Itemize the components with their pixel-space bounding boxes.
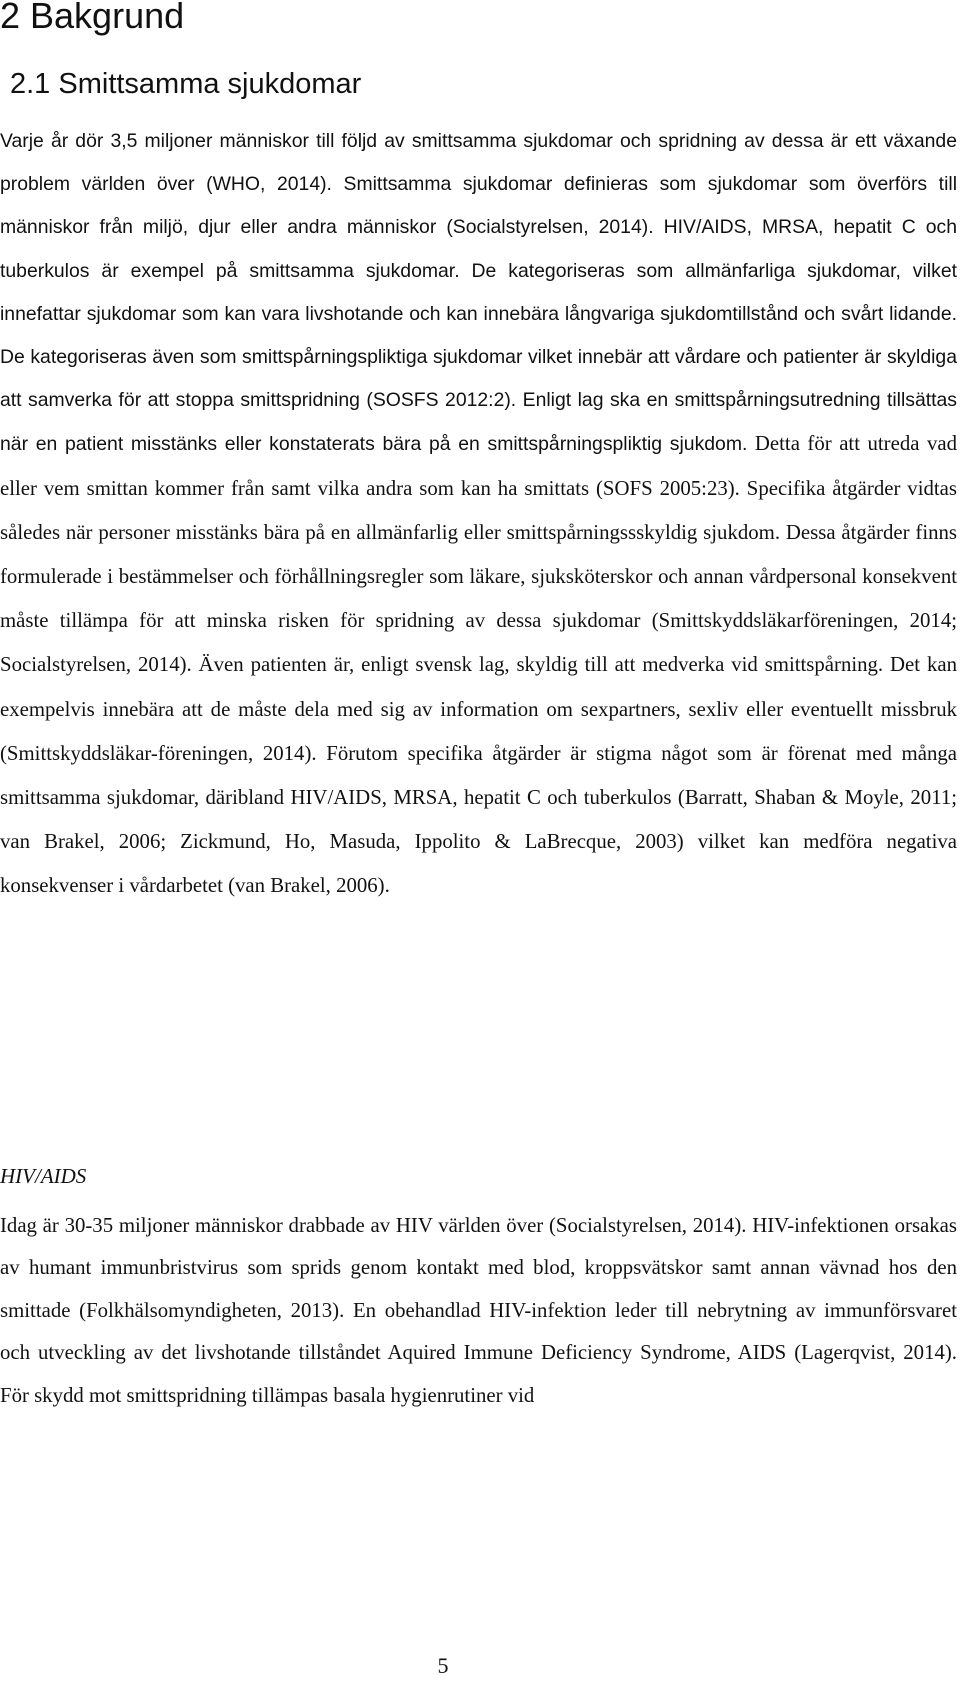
subheading-hiv-aids: HIV/AIDS	[0, 1164, 87, 1188]
page-number: 5	[437, 1653, 449, 1678]
paragraph-hiv-aids: Idag är 30-35 miljoner människor drabbade av HIV världen över (Socialstyrelsen, 2014). HIV-infektionen orsakas av humant immunbristvirus som sprids genom kontakt med blod, kroppsvätskor samt annan vävnad hos den smittade (Folkhälsomyndigheten, 2013). En obehandlad HIV-infektion leder till nebrytning av immunförsvaret och utveckling av det livshotande tillståndet Aquired Immune Deficiency Syndrome, AIDS (Lagerqvist, 2014). För skydd mot smittspridning tillämpas basala hygienrutiner vid	[0, 1214, 957, 1407]
chapter-heading: 2 Bakgrund	[0, 0, 185, 36]
paragraph-text-part2: Detta för att utreda vad eller vem smittan kommer från samt vilka andra som kan ha smittats (SOFS 2005:23). Specifika åtgärder vidtas således när personer misstänks bära på en allmänfarlig eller smittspårningssskyldig sjukdom. Dessa åtgärder finns formulerade i bestämmelser och förhållningsregler som läkare, sjuksköterskor och annan vårdpersonal konsekvent måste tillämpa för att minska risken för spridning av dessa sjukdomar (Smittskyddsläkarföreningen, 2014; Socialstyrelsen, 2014). Även patienten är, enligt svensk lag, skyldig till att medverka vid smittspårning. Det kan exempelvis innebära att de måste dela med sig av information om sexpartners, sexliv eller eventuellt missbruk (Smittskyddsläkar-föreningen, 2014). Förutom specifika åtgärder är stigma något som är förenat med många smittsamma sjukdomar, däribland HIV/AIDS, MRSA, hepatit C och tuberkulos (Barratt, Shaban & Moyle, 2011; van Brakel, 2006; Zickmund, Ho, Masuda, Ippolito & LaBrecque, 2003) vilket kan medföra negativa konsekvenser i vårdarbetet (van Brakel, 2006).	[0, 432, 957, 898]
paragraph-text-part1: Varje år dör 3,5 miljoner människor till följd av smittsamma sjukdomar och spridning av dessa är ett växande problem världen över (WHO, 2014). Smittsamma sjukdomar definieras som sjukdomar som överförs till människor från miljö, djur eller andra människor (Socialstyrelsen, 2014). HIV/AIDS, MRSA, hepatit C och tuberkulos är exempel på smittsamma sjukdomar. De kategoriseras som allmänfarliga sjukdomar, vilket innefattar sjukdomar som kan vara livshotande och kan innebära långvariga sjukdomtillstånd och svårt lidande. De kategoriseras även som smittspårningspliktiga sjukdomar vilket innebär att vårdare och patienter är skyldiga att samverka för att stoppa smittspridning (SOSFS 2012:2). Enligt lag ska en smittspårningsutredning tillsättas när en patient misstänks eller konstaterats bära på en smittspårningspliktig sjukdom.	[0, 130, 957, 456]
section-heading: 2.1 Smittsamma sjukdomar	[10, 68, 362, 100]
page-number-container	[0, 1652, 960, 1680]
paragraph-smittsamma-sjukdomar	[0, 120, 957, 909]
